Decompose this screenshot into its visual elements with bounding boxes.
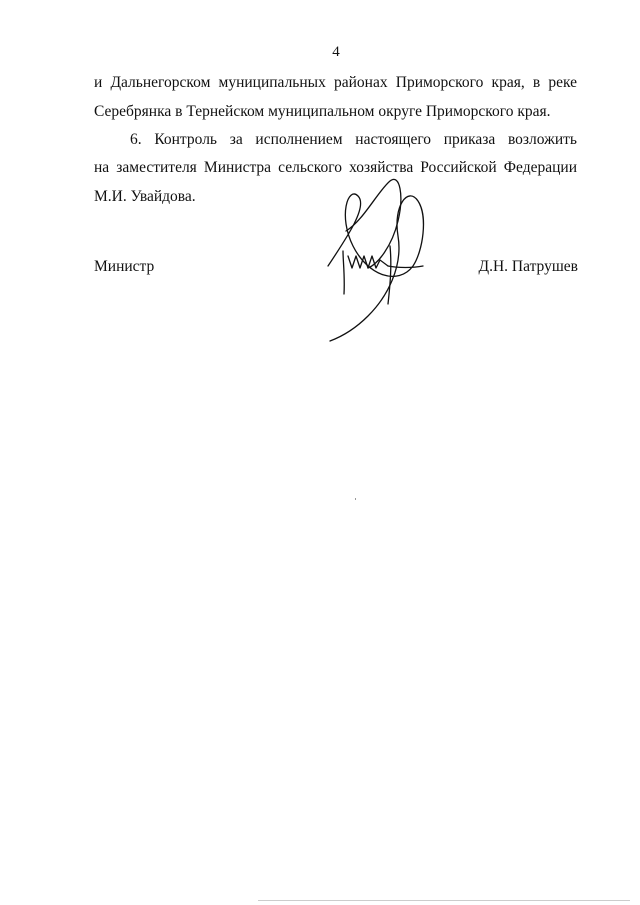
signatory-name: Д.Н. Патрушев — [478, 258, 578, 275]
body-line-5: М.И. Увайдова. — [94, 188, 196, 205]
scan-speck — [355, 498, 356, 500]
scan-edge-line — [258, 900, 630, 901]
body-line-1: и Дальнегорском муниципальных районах Приморского края, в реке — [94, 74, 577, 91]
page-number: 4 — [332, 44, 340, 60]
body-line-2: Серебрянка в Тернейском муниципальном округе Приморского края. — [94, 103, 551, 120]
body-line-4: на заместителя Министра сельского хозяйства Российской Федерации — [94, 159, 577, 176]
body-line-3: 6. Контроль за исполнением настоящего приказа возложить — [130, 131, 577, 148]
handwritten-signature — [318, 176, 438, 346]
signatory-title: Министр — [94, 258, 155, 275]
